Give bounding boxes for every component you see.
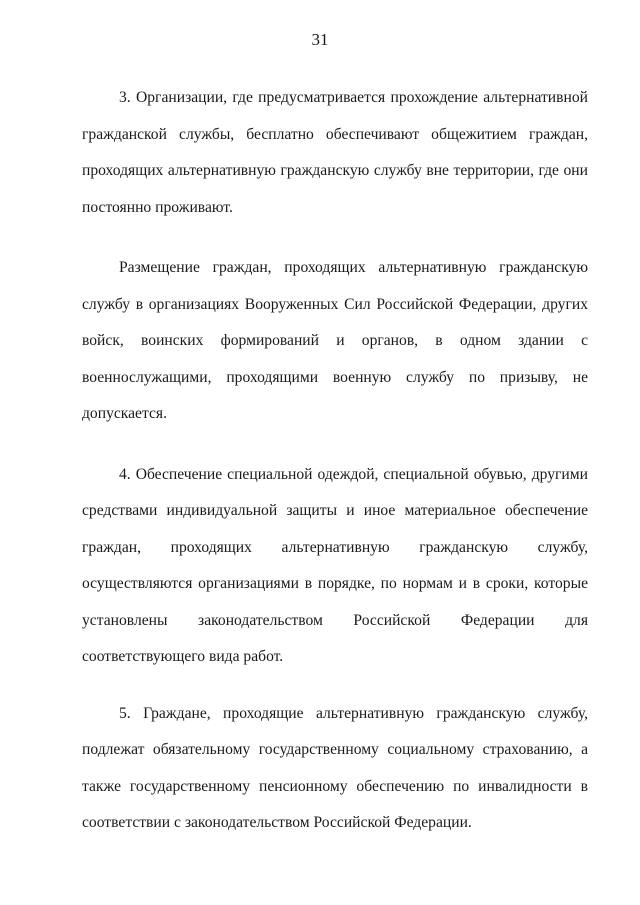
page-number: 31 — [311, 30, 329, 49]
paragraph-5: 5. Граждане, проходящие альтернативную гражданскую службу, подлежат обязательному государственному социальному страхованию, а также государственному пенсионному обеспечению по инвалидности в соответствии с законодательством Российской Федерации. — [82, 704, 588, 831]
document-body — [82, 80, 588, 866]
paragraph-3: 3. Организации, где предусматривается прохождение альтернативной гражданской службы, бесплатно обеспечивают общежитием граждан, проходящих альтернативную гражданскую службу вне территории, где они постоянно проживают. — [82, 89, 588, 216]
paragraph-4: 4. Обеспечение специальной одеждой, специальной обувью, другими средствами индивидуальной защиты и иное материальное обеспечение граждан, проходящих альтернативную гражданскую службу, осуществляются организациями в порядке, по нормам и в сроки, которые установлены законодательством Российской Федерации для соответствующего вида работ. — [82, 465, 588, 665]
paragraph-3-placement: Размещение граждан, проходящих альтернативную гражданскую службу в организациях Вооруженных Сил Российской Федерации, других войск, воинских формирований и органов, в одном здании с военнослужащими, проходящими военную службу по призыву, не допускается. — [82, 259, 588, 422]
